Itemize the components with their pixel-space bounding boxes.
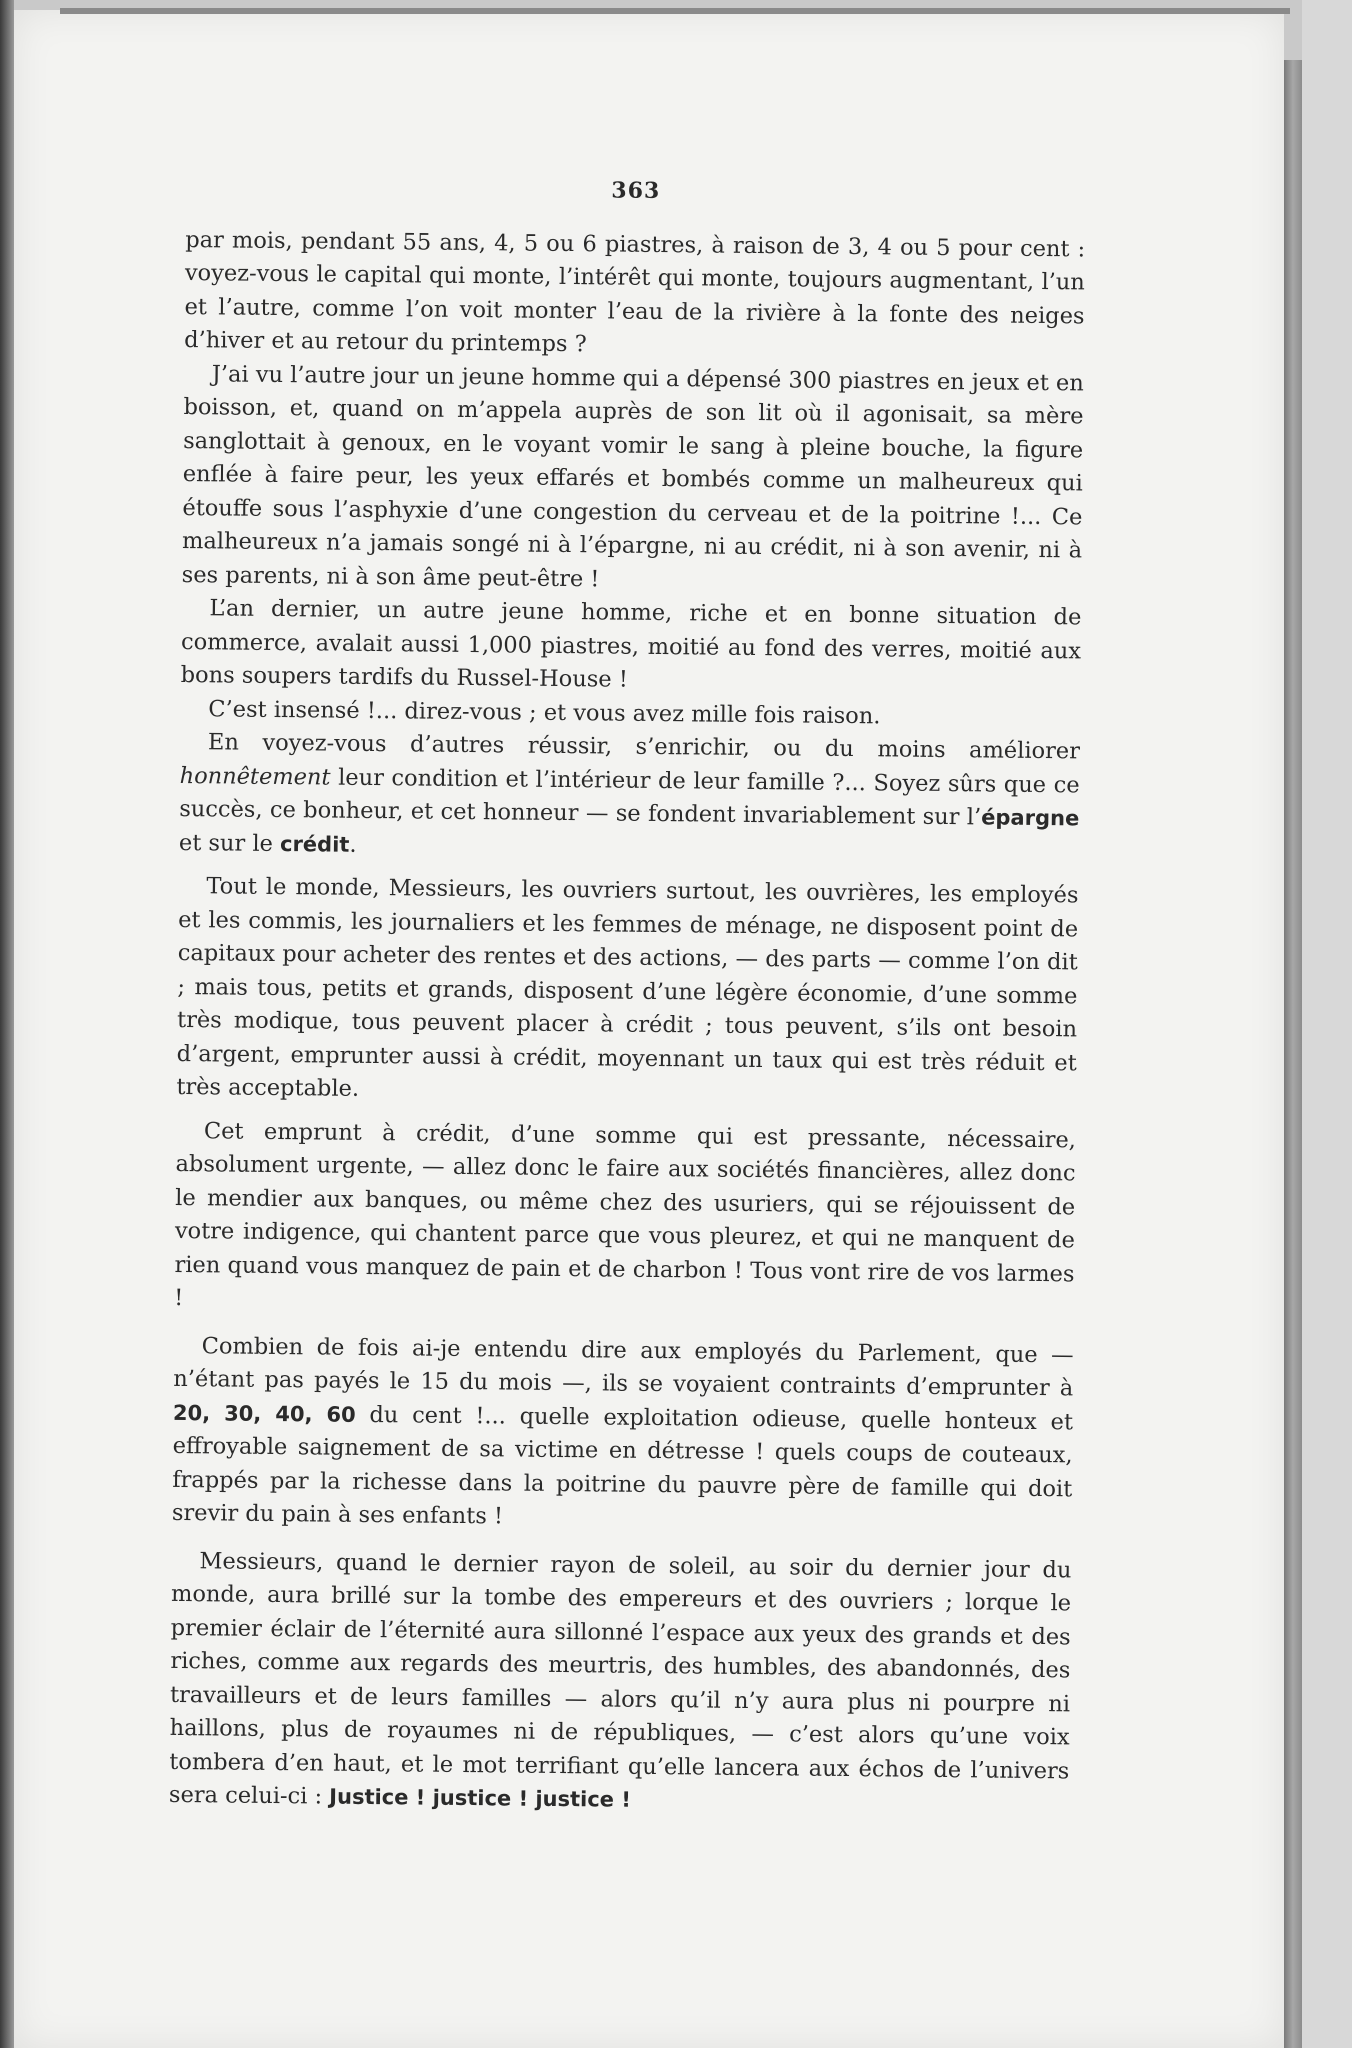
- paragraph-5-bold-credit: crédit: [279, 831, 350, 857]
- paragraph-7: Cet emprunt à crédit, d’une somme qui est pressante, nécessaire, absolument urgente, — allez donc le faire aux sociétés financières, allez donc le mendier aux banques, ou même chez des usuriers, qui se réjouissent de votre indigence, qui chantent parce que vous pleurez, et qui ne manquent de rien quand vous manquez de pain et de charbon ! Tous vont rire de vos larmes !: [174, 1117, 1077, 1312]
- paragraph-3: L’an dernier, un autre jeune homme, riche et en bonne situation de commerce, avalait aussi 1,000 piastres, moitié au fond des verres, moitié aux bons soupers tardifs du Russel-House !: [180, 595, 1082, 693]
- scan-background: [1302, 0, 1352, 2048]
- paragraph-5-bold-epargne: épargne: [981, 805, 1080, 831]
- binding-shadow: [0, 0, 14, 2048]
- paragraph-5-text-e: et sur le: [178, 829, 281, 857]
- paragraph-6: Tout le monde, Messieurs, les ouvriers surtout, les ouvrières, les employés et les commis, les journaliers et les femmes de ménage, ne disposent point de capitaux pour acheter des rentes et des actions, — des parts — comme l’on dit ; mais tous, petits et grands, disposent d’une légère économie, d’une somme très modique, tous peuvent placer à crédit ; tous peuvent, s’ils ont besoin d’argent, emprunter aussi à crédit, moyennant un taux qui est très réduit et très acceptable.: [176, 873, 1079, 1102]
- paragraph-9: [169, 1544, 1072, 1821]
- paragraph-8: [172, 1329, 1074, 1539]
- paragraph-2: J’ai vu l’autre jour un jeune homme qui a dépensé 300 piastres en jeux et en boisson, et, quand on m’appela auprès de son lit où il agonisait, sa mère sanglottait à genoux, en le voyant vomir le sang à pleine bouche, la figure enflée à faire peur, les yeux effarés et bombés comme un malheureux qui étouffe sous l’asphyxie d’une congestion du cerveau et de la poitrine !... Ce malheureux n’a jamais songé ni à l’épargne, ni au crédit, ni à son avenir, ni à ses parents, ni à son âme peut-être !: [181, 360, 1084, 592]
- page-top-edge: [60, 8, 1290, 14]
- paragraph-9-text-a: Messieurs, quand le dernier rayon de soleil, au soir du dernier jour du monde, aura brillé sur la tombe des empereurs et des ouvriers ; lorque le premier éclair de l’éternité aura sillonné l’espace aux yeux des grands et des riches, comme aux regards des meurtris, des humbles, des abandonnés, des travailleurs et de leurs familles — alors qu’il n’y aura plus ni pourpre ni haillons, plus de royaumes ni de républiques, — c’est alors qu’une voix tombera d’en haut, et le mot terrifiant qu’elle lancera aux échos de l’univers sera celui-ci :: [168, 1547, 1072, 1810]
- paragraph-5: [179, 726, 1080, 869]
- paragraph-9-bold-justice: Justice ! justice ! justice !: [329, 1784, 632, 1812]
- paragraph-8-bold-rates: 20, 30, 40, 60: [172, 1400, 356, 1427]
- page-number: 363: [611, 177, 661, 204]
- paragraph-5-text-g: .: [349, 831, 357, 858]
- page-body: [169, 170, 1086, 1822]
- paragraph-8-text-c: du cent !... quelle exploitation odieuse, quelle honteux et effroyable saignement de sa victime en détresse ! quels coups de couteaux, frappés par la richesse dans la poitrine du pauvre père de famille qui doit srevir du pain à ses enfants !: [171, 1401, 1074, 1530]
- page-right-edge: [1284, 60, 1302, 2048]
- paragraph-1: par mois, pendant 55 ans, 4, 5 ou 6 piastres, à raison de 3, 4 ou 5 pour cent : voyez-vous le capital qui monte, l’intérêt qui monte, toujours augmentant, l’un et l’autre, comme l’on voit monter l’eau de la rivière à la fonte des neiges d’hiver et au retour du printemps ?: [184, 226, 1086, 358]
- paragraph-8-text-a: Combien de fois ai-je entendu dire aux employés du Parlement, que — n’étant pas payés le 15 du mois —, ils se voyaient contraints d’emprunter à: [173, 1332, 1074, 1402]
- paragraph-5-text-a: En voyez-vous d’autres réussir, s’enrichir, ou du moins améliorer: [207, 729, 1081, 765]
- paragraph-5-italic: honnêtement: [179, 762, 331, 791]
- paragraph-5-text-c: leur condition et l’intérieur de leur famille ?... Soyez sûrs que ce succès, ce bonheur, et cet honneur — se fondent invariablement sur l’: [179, 764, 1080, 831]
- paragraph-4: C’est insensé !... direz-vous ; et vous avez mille fois raison.: [208, 695, 881, 729]
